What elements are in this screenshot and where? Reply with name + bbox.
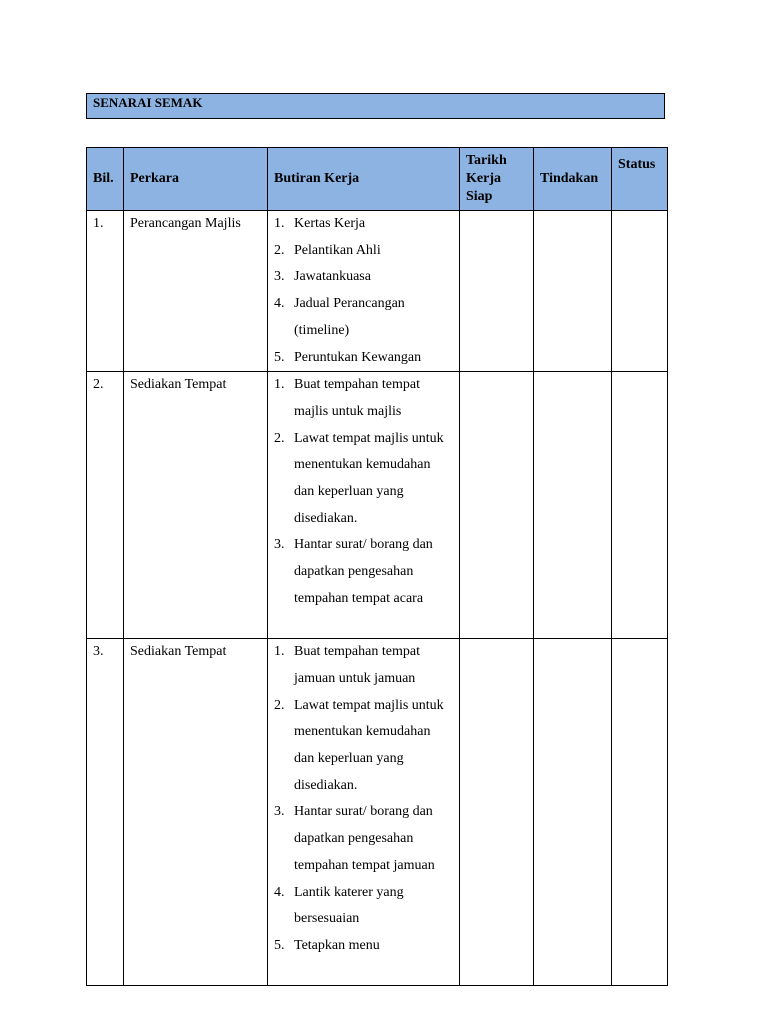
header-perkara: Perkara [124,148,268,211]
task-number: 2. [274,697,285,713]
task-item [274,532,453,612]
task-text: Peruntukan Kewangan [294,349,422,365]
checklist-table [86,147,668,986]
task-number: 1. [274,644,285,660]
task-text: Hantar surat/ borang dan dapatkan pengesahan tempahan tempat jamuan [294,804,435,873]
task-item [274,426,453,533]
table-row [87,211,668,372]
task-number: 2. [274,430,285,446]
task-text: Jawatankuasa [294,269,371,285]
task-item [274,264,453,291]
task-text: Buat tempahan tempat jamuan untuk jamuan [294,644,420,686]
cell-butiran-kerja [268,211,460,372]
table-row [87,639,668,986]
cell-tindakan [534,372,612,639]
task-number: 1. [274,377,285,393]
header-tarikh-line1: Tarikh [466,153,507,168]
task-text: Kertas Kerja [294,216,366,231]
task-number: 3. [274,804,285,820]
task-item [274,238,453,265]
table-header-row [87,148,668,211]
task-item [274,880,453,933]
task-number: 3. [274,537,285,553]
cell-status [612,372,668,639]
task-item [274,933,453,960]
task-item [274,799,453,879]
task-number: 4. [274,296,285,312]
cell-perkara: Perancangan Majlis [124,211,268,372]
cell-tindakan [534,211,612,372]
header-tarikh-kerja-siap [460,148,534,211]
cell-status [612,211,668,372]
cell-tarikh-kerja-siap [460,372,534,639]
task-list [274,211,453,371]
task-item [274,639,453,692]
task-text: Buat tempahan tempat majlis untuk majlis [294,377,420,419]
task-list [274,372,453,612]
cell-bil: 1. [87,211,124,372]
task-number: 4. [274,884,285,900]
header-bil: Bil. [87,148,124,211]
cell-perkara: Sediakan Tempat [124,372,268,639]
cell-tindakan [534,639,612,986]
task-item [274,345,453,372]
cell-tarikh-kerja-siap [460,211,534,372]
cell-bil: 2. [87,372,124,639]
task-item [274,211,453,238]
cell-perkara: Sediakan Tempat [124,639,268,986]
task-list [274,639,453,959]
table-row [87,372,668,639]
cell-butiran-kerja [268,639,460,986]
header-tindakan: Tindakan [534,148,612,211]
task-text: Pelantikan Ahli [294,242,381,258]
task-number: 5. [274,937,285,953]
header-tarikh-line2: Kerja [466,171,501,186]
task-text: Lantik katerer yang bersesuaian [294,884,404,927]
task-text: Tetapkan menu [294,937,380,953]
task-text: Lawat tempat majlis untuk menentukan kemudahan dan keperluan yang disediakan. [294,430,444,526]
table-body [87,211,668,986]
cell-status [612,639,668,986]
task-item [274,693,453,800]
task-item [274,291,453,344]
header-butiran-kerja: Butiran Kerja [268,148,460,211]
task-number: 5. [274,349,285,365]
cell-tarikh-kerja-siap [460,639,534,986]
task-item [274,372,453,425]
header-tarikh-line3: Siap [466,189,493,204]
task-text: Jadual Perancangan (timeline) [294,296,405,338]
task-number: 3. [274,269,285,285]
task-text: Hantar surat/ borang dan dapatkan pengesahan tempahan tempat acara [294,537,433,606]
header-status: Status [612,148,668,211]
document-title: SENARAI SEMAK [86,93,665,119]
task-number: 1. [274,216,285,231]
task-text: Lawat tempat majlis untuk menentukan kemudahan dan keperluan yang disediakan. [294,697,444,793]
cell-bil: 3. [87,639,124,986]
cell-butiran-kerja [268,372,460,639]
task-number: 2. [274,242,285,258]
